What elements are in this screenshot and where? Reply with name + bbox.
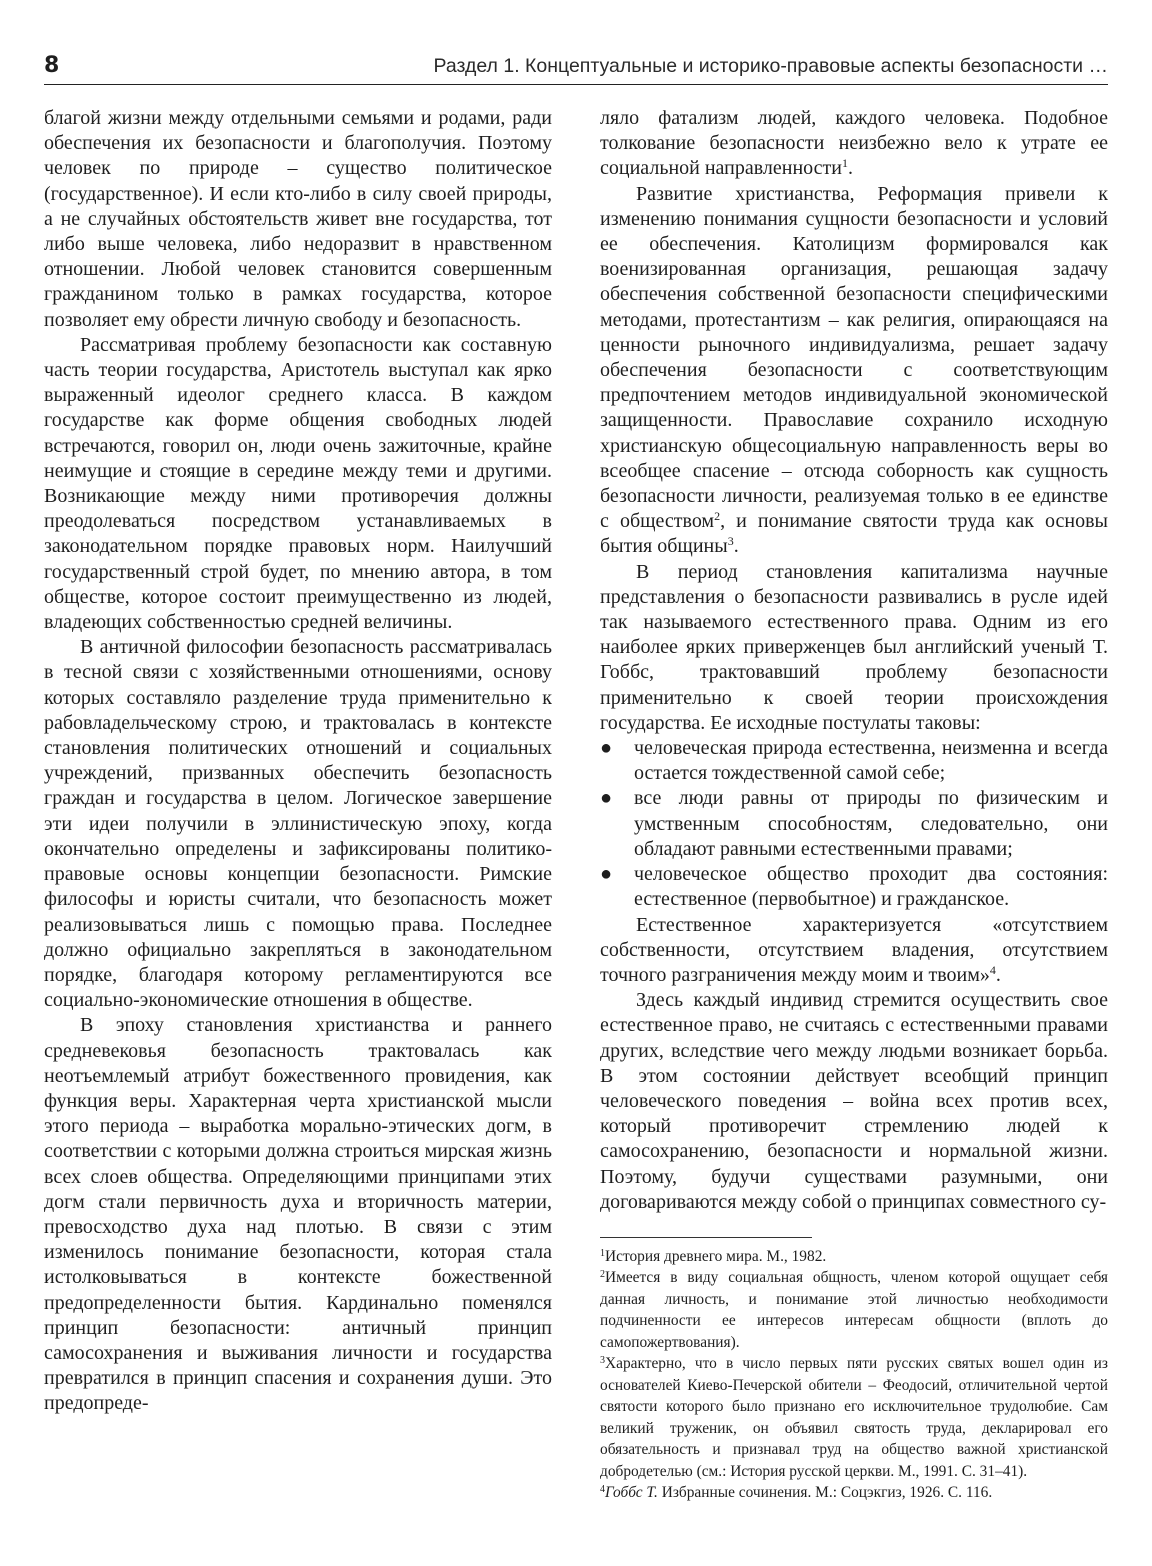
footnote-ref: 2	[714, 509, 721, 524]
list-item-text: человеческая природа естественна, неизменна и всегда остается тождественной самой себе;	[634, 737, 1108, 785]
footnote-ref: 3	[727, 534, 734, 549]
paragraph: Рассматривая проблему безопасности как составную часть теории государства, Аристотель выступал как ярко выраженный идеолог среднего класса. В каждом государстве как форме общения свободных людей встречаются, говорил он, люди очень зажиточные, крайне неимущие и стоящие в середине между теми и другими. Возникающие между ними противоречия должны преодолеваться посредством устанавливаемых в законодательном порядке правовых норм. Наилучший государственный строй будет, по мнению автора, в том обществе, которое состоит преимущественно из людей, владеющих собственностью средней величины.	[44, 333, 552, 634]
paragraph: благой жизни между отдельными семьями и родами, ради обеспечения их безопасности и благополучия. Поэтому человек по природе – существо политическое (государственное). И если кто-либо в силу своей природы, а не случайных обстоятельств живет вне государства, тот либо выше человека, либо недоразвит в нравственном отношении. Любой человек становится совершенным гражданином только в рамках государства, которое позволяет ему обрести личную свободу и безопасность.	[44, 107, 552, 331]
footnote-text: История древнего мира. М., 1982.	[605, 1247, 827, 1265]
paragraph: Естественное характеризуется «отсутствием собственности, отсутствием владения, отсутствием точного разграничения между моим и твоим»$^4$.	[600, 913, 1108, 986]
bullet-icon: ●	[600, 787, 613, 810]
paragraph-text: Развитие христианства, Реформация привели к изменению понимания сущности безопасности и условий ее обеспечения. Католицизм формировался как военизированная организация, решающая задачу обеспечения собственной безопасности специфическими методами, протестантизм – как религия, опирающаяся на ценности рыночного индивидуализма, решает задачу обеспечения безопасности с соответствующим предпочтением методов индивидуальной экономической защищенности. Православие сохранило исходную христианскую общесоциальную направленность веры во всеобщее спасение – отсюда соборность как сущность безопасности личности, реализуемая только в ее единстве с обществом	[600, 182, 1108, 533]
footnote-text: Характерно, что в число первых пяти русских святых вошел один из основателей Киево-Печерской обители – Феодосий, отличительной чертой святости которого было признано его исключительное трудолюбие. Сам великий труженик, он объявил святость труда, декларировал его обязательность и признавал труд на общество важной христианской добродетелью (см.: История русской церкви. М., 1991. С. 31–41).	[600, 1355, 1108, 1480]
footnote-text: Избранные сочинения. М.: Соцэкгиз, 1926. С. 116.	[657, 1484, 993, 1502]
footnote-number: 1	[600, 1247, 605, 1259]
paragraph: В эпоху становления христианства и раннего средневековья безопасность трактовалась как неотъемлемый атрибут божественного провидения, как функция веры. Характерная черта христианской мысли этого периода – выработка морально-этических догм, в соответствии с которыми должна строиться мирская жизнь всех слоев общества. Определяющими принципами этих догм стали первичность духа и вторичность материи, превосходство духа над плотью. В связи с этим изменилось понимание безопасности, которая стала истолковываться в контексте божественной предопределенности бытия. Кардинально поменялся принцип безопасности: античный принцип самосохранения и выживания личности и государства превратился в принцип спасения и сохранения души. Это предопреде-	[44, 1014, 552, 1415]
footnote-author: Гоббс Т.	[605, 1484, 658, 1502]
paragraph-text: Естественное характеризуется «отсутствием собственности, отсутствием владения, отсутствием точного разграничения между моим и твоим»	[600, 913, 1108, 986]
paragraph: В античной философии безопасность рассматривалась в тесной связи с хозяйственными отношениями, основу которых составляло разделение труда применительно к рабовладельческому строю, и трактовалась в контексте становления политических отношений и социальных учреждений, призванных обеспечить безопасность граждан и государства в целом. Логическое завершение эти идеи получили в эллинистическую эпоху, когда окончательно определены и зафиксированы политико-правовые основы концепции безопасности. Римские философы и юристы считали, что безопасность может реализовываться лишь с помощью права. Последнее должно официально закрепляться в законодательном порядке, благодаря которому регламентируются все социально-экономические отношения в обществе.	[44, 636, 552, 1012]
left-column	[44, 106, 552, 1417]
page-number: 8	[44, 53, 60, 78]
running-header	[44, 52, 1108, 85]
bullet-icon: ●	[600, 863, 613, 886]
footnotes	[600, 1246, 1108, 1504]
list-item	[600, 862, 1108, 912]
right-column	[600, 106, 1108, 1504]
list-item	[600, 736, 1108, 786]
footnote-number: 2	[600, 1269, 605, 1281]
paragraph-text: , и понимание святости труда как основы бытия общины	[600, 510, 1108, 558]
paragraph: Развитие христианства, Реформация привели к изменению понимания сущности безопасности и условий ее обеспечения. Католицизм формировался как военизированная организация, решающая задачу обеспечения собственной безопасности специфическими методами, протестантизм – как религия, опирающаяся на ценности рыночного индивидуализма, решает задачу обеспечения безопасности с соответствующим предпочтением методов индивидуальной экономической защищенности. Православие сохранило исходную христианскую общесоциальную направленность веры во всеобщее спасение – отсюда соборность как сущность безопасности личности, реализуемая только в ее единстве с обществом$^2$, и понимание святости труда как основы бытия общины$^3$.	[600, 182, 1108, 558]
paragraph-text: ляло фатализм людей, каждого человека. Подобное толкование безопасности неизбежно вело к утрате ее социальной направленности	[600, 107, 1108, 180]
bullet-icon: ●	[600, 737, 613, 760]
footnote-divider	[600, 1237, 812, 1238]
paragraph: Здесь каждый индивид стремится осуществить свое естественное право, не считаясь с естественными правами других, вследствие чего между людьми возникает борьба. В этом состоянии действует всеобщий принцип человеческого поведения – война всех против всех, который противоречит стремлению людей к самосохранению, безопасности и нормальной жизни. Поэтому, будучи существами разумными, они договариваются между собой о принципах совместного су-	[600, 989, 1108, 1213]
running-title: Раздел 1. Концептуальные и историко-правовые аспекты безопасности …	[433, 55, 1108, 77]
list-item	[600, 786, 1108, 862]
footnote-ref: 1	[842, 156, 849, 171]
list-item-text: все люди равны от природы по физическим и умственным способностям, следовательно, они обладают равными естественными правами;	[634, 787, 1108, 860]
footnote	[600, 1246, 1108, 1268]
footnote-number: 4	[600, 1484, 605, 1496]
paragraph: ляло фатализм людей, каждого человека. Подобное толкование безопасности неизбежно вело к утрате ее социальной направленности$^1$.	[600, 107, 1108, 180]
footnote	[600, 1353, 1108, 1482]
footnote	[600, 1267, 1108, 1353]
bullet-list	[600, 736, 1108, 912]
paragraph: В период становления капитализма научные представления о безопасности развивались в русле идей так называемого естественного права. Одним из его наиболее ярких приверженцев был английский ученый Т. Гоббс, трактовавший проблему безопасности применительно к своей теории происхождения государства. Ее исходные постулаты таковы:	[600, 560, 1108, 734]
footnote-text: Имеется в виду социальная общность, членом которой ощущает себя данная личность, и понимание этой личностью необходимости подчиненности ее интересов интересам общности (вплоть до самопожертвования).	[600, 1269, 1108, 1351]
footnote	[600, 1482, 1108, 1504]
list-item-text: человеческое общество проходит два состояния: естественное (первобытное) и гражданское.	[634, 863, 1108, 911]
footnote-number: 3	[600, 1355, 605, 1367]
footnote-ref: 4	[989, 962, 996, 977]
